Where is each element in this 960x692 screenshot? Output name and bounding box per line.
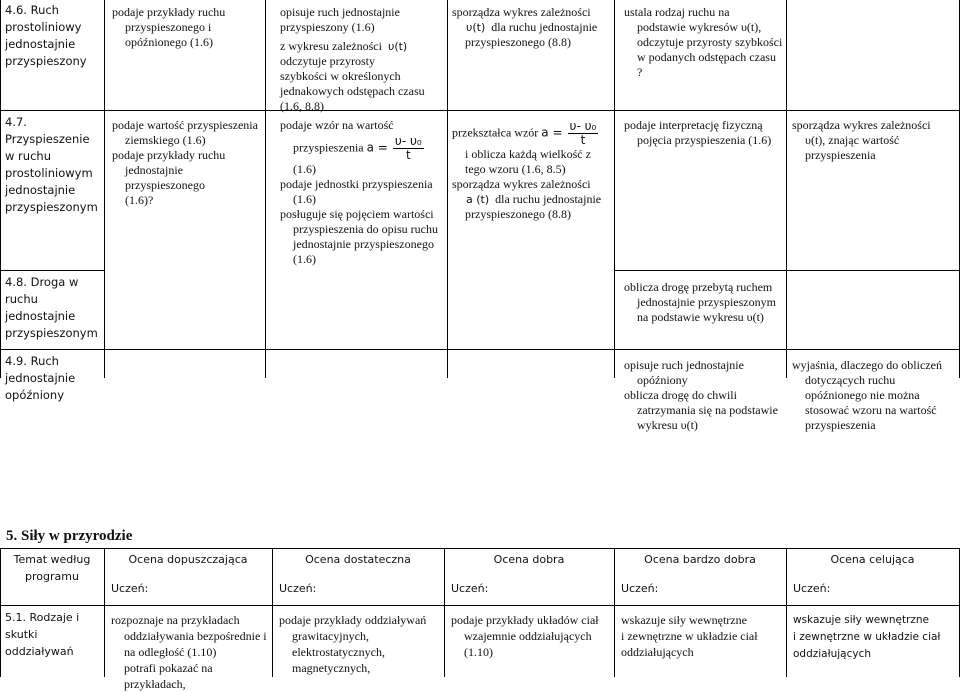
pupil-label: Uczeń: [621, 582, 659, 595]
r49-bardzo-dobra: opisuje ruch jednostajnie opóźniony oblicza drogę do chwili zatrzymania się na podstawie wykresu υ(t) [624, 358, 778, 432]
grid-line [0, 605, 960, 606]
grid-line [0, 110, 960, 111]
r48-bardzo-dobra: oblicza drogę przebytą ruchem jednostajnie przyspieszonym na podstawie wykresu υ(t) [624, 280, 776, 324]
grid-line [614, 0, 615, 378]
header-dobra: Ocena dobra [493, 553, 565, 566]
r47-dostateczna: podaje wzór na wartość przyspieszenia a = $\frac{\text{υ- υ₀}}{t}$ (1.6) podaje jednostki przyspieszenia (1.6) posługuje się pojęciem wartości przyspieszenia do opisu ruchu jednostajnie przyspieszonego (1.6) [280, 118, 445, 267]
pupil-label: Uczeń: [451, 582, 489, 595]
grid-line [614, 270, 959, 271]
r49-celujaca: wyjaśnia, dlaczego do obliczeń dotyczących ruchu opóźnionego nie można stosować wzoru na wartość przyspieszenia [792, 358, 942, 432]
topic-4-9: 4.9. Ruch jednostajnie opóźniony [5, 354, 76, 402]
r47-dopuszczajaca: podaje wartość przyspieszenia ziemskiego (1.6) podaje przykłady ruchu jednostajnie przyspieszonego (1.6)? [112, 118, 258, 207]
grid-line [786, 0, 787, 378]
r46-expr-line-2: υ(t) dla ruchu jednostajnie [466, 20, 598, 34]
r51-celujaca: wskazuje siły wewnętrzne i zewnętrzne w układzie ciał oddziałujących [793, 614, 941, 660]
grid-line [447, 0, 448, 378]
r47-dobra: przekształca wzór a = $\frac{\text{υ- υ₀}}{t}$ i oblicza każdą wielkość z tego wzoru (1.6, 8.5) sporządza wykres zależności a (t) dla ruchu jednostajnie przyspieszonego (8.8) [452, 120, 612, 222]
header-celujaca: Ocena celująca [830, 553, 915, 566]
topic-5-1: 5.1. Rodzaje i skutki oddziaływań [5, 611, 80, 658]
section-title: 5. Siły w przyrodzie [6, 528, 133, 544]
topic-4-8: 4.8. Droga w ruchu jednostajnie przyspieszonym [5, 275, 98, 340]
topic-4-7: 4.7. Przyspieszenie w ruchu prostoliniowym jednostajnie przyspieszonym [5, 115, 98, 214]
grid-line [0, 349, 960, 350]
r51-bardzo-dobra: wskazuje siły wewnętrzne i zewnętrzne w układzie ciał oddziałujących [621, 613, 758, 659]
header-dopuszczajaca: Ocena dopuszczająca [128, 553, 248, 566]
r51-dopuszczajaca: rozpoznaje na przykładach oddziaływania bezpośrednie i na odległość (1.10) potrafi pokazać na przykładach, [111, 613, 267, 691]
r47-formula-line-2: przekształca wzór a = $\frac{\text{υ- υ₀}}{t}$ [452, 119, 597, 147]
r47-celujaca: sporządza wykres zależności υ(t), znając wartość przyspieszenia [792, 118, 931, 162]
header-temat: Temat według programu [13, 553, 91, 583]
grid-line [104, 0, 105, 378]
acceleration-formula: $\frac{\text{υ- υ₀}}{t}$ [394, 134, 422, 162]
acceleration-formula: $\frac{\text{υ- υ₀}}{t}$ [569, 119, 597, 147]
r46-dobra: sporządza wykres zależności υ(t) dla ruchu jednostajnie przyspieszonego (8.8) [452, 5, 612, 50]
grid-line [0, 548, 960, 549]
grid-line [0, 270, 104, 271]
pupil-label: Uczeń: [279, 582, 317, 595]
r46-dopuszczajaca: podaje przykłady ruchu przyspieszonego i opóźnionego (1.6) [112, 5, 226, 49]
r51-dobra: podaje przykłady układów ciał wzajemnie oddziałujących (1.10) [451, 613, 599, 659]
r51-dostateczna: podaje przykłady oddziaływań grawitacyjnych, elektrostatycznych, magnetycznych, [279, 613, 427, 675]
header-bardzo-dobra: Ocena bardzo dobra [644, 553, 756, 566]
r46-bardzo-dobra: ustala rodzaj ruchu na podstawie wykresów υ(t), odczytuje przyrosty szybkości w podanych odstępach czasu ? [624, 5, 783, 79]
pupil-label: Uczeń: [793, 582, 831, 595]
r47-expr-line: a (t) dla ruchu jednostajnie [466, 192, 602, 206]
grid-line [265, 0, 266, 378]
grid-line [0, 548, 1, 677]
r46-expr-line: z wykresu zależności υ(t) [280, 39, 408, 53]
r47-bardzo-dobra: podaje interpretację fizyczną pojęcia przyspieszenia (1.6) [624, 118, 772, 147]
r46-dostateczna: opisuje ruch jednostajnie przyspieszony (1.6) z wykresu zależności υ(t) odczytuje przyrosty szybkości w określonych jednakowych odstępach czasu (1.6, 8.8) [280, 5, 445, 114]
pupil-label: Uczeń: [111, 582, 149, 595]
grid-line [0, 0, 1, 378]
header-dostateczna: Ocena dostateczna [305, 553, 411, 566]
r47-formula-line: przyspieszenia a = $\frac{\text{υ- υ₀}}{t}$ [293, 134, 422, 162]
topic-4-6: 4.6. Ruch prostoliniowy jednostajnie przyspieszony [5, 3, 87, 68]
